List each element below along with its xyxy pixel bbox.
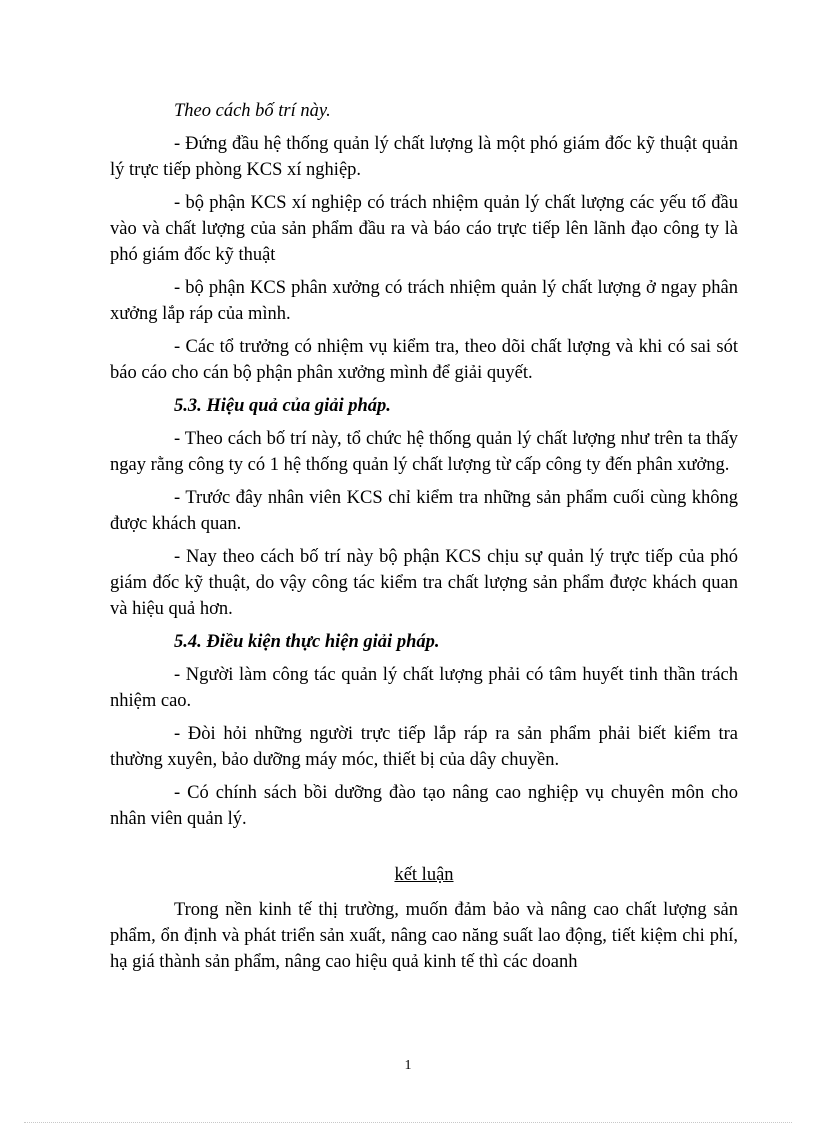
paragraph: - Theo cách bố trí này, tổ chức hệ thống quản lý chất lượng như trên ta thấy ngay rằng công ty có 1 hệ thống quản lý chất lượng từ cấp công ty đến phân xưởng. <box>110 429 738 475</box>
paragraph: - bộ phận KCS xí nghiệp có trách nhiệm quản lý chất lượng các yếu tố đầu vào và chất lượng của sản phẩm đầu ra và báo cáo trực tiếp lên lãnh đạo công ty là phó giám đốc kỹ thuật <box>110 193 738 265</box>
paragraph: - Các tổ trưởng có nhiệm vụ kiểm tra, theo dõi chất lượng và khi có sai sót báo cáo cho cán bộ phận phân xưởng mình để giải quyết. <box>110 337 738 383</box>
section-heading: 5.4. Điều kiện thực hiện giải pháp. <box>174 632 440 652</box>
section-heading: 5.3. Hiệu quả của giải pháp. <box>174 396 391 416</box>
paragraph: - Đòi hỏi những người trực tiếp lắp ráp ra sản phẩm phải biết kiểm tra thường xuyên, bảo dưỡng máy móc, thiết bị của dây chuyền. <box>110 724 738 770</box>
paragraph: - Đứng đầu hệ thống quản lý chất lượng là một phó giám đốc kỹ thuật quản lý trực tiếp phòng KCS xí nghiệp. <box>110 134 738 180</box>
paragraph: - Trước đây nhân viên KCS chỉ kiểm tra những sản phẩm cuối cùng không được khách quan. <box>110 488 738 534</box>
page-body <box>110 98 738 982</box>
paragraph: - Nay theo cách bố trí này bộ phận KCS chịu sự quản lý trực tiếp của phó giám đốc kỹ thuật, do vậy công tác kiểm tra chất lượng sản phẩm được khách quan và hiệu quả hơn. <box>110 547 738 619</box>
conclusion-title: kết luận <box>394 865 454 885</box>
paragraph: - Người làm công tác quản lý chất lượng phải có tâm huyết tinh thần trách nhiệm cao. <box>110 665 738 711</box>
paragraph: Trong nền kinh tế thị trường, muốn đảm bảo và nâng cao chất lượng sản phẩm, ổn định và phát triển sản xuất, nâng cao năng suất lao động, tiết kiệm chi phí, hạ giá thành sản phẩm, nâng cao hiệu quả kinh tế thì các doanh <box>110 900 738 972</box>
page-number: 1 <box>404 1058 412 1073</box>
lead-paragraph: Theo cách bố trí này. <box>174 101 331 121</box>
paragraph: - Có chính sách bồi dưỡng đào tạo nâng cao nghiệp vụ chuyên môn cho nhân viên quản lý. <box>110 783 738 829</box>
paragraph: - bộ phận KCS phân xưởng có trách nhiệm quản lý chất lượng ở ngay phân xưởng lắp ráp của mình. <box>110 278 738 324</box>
